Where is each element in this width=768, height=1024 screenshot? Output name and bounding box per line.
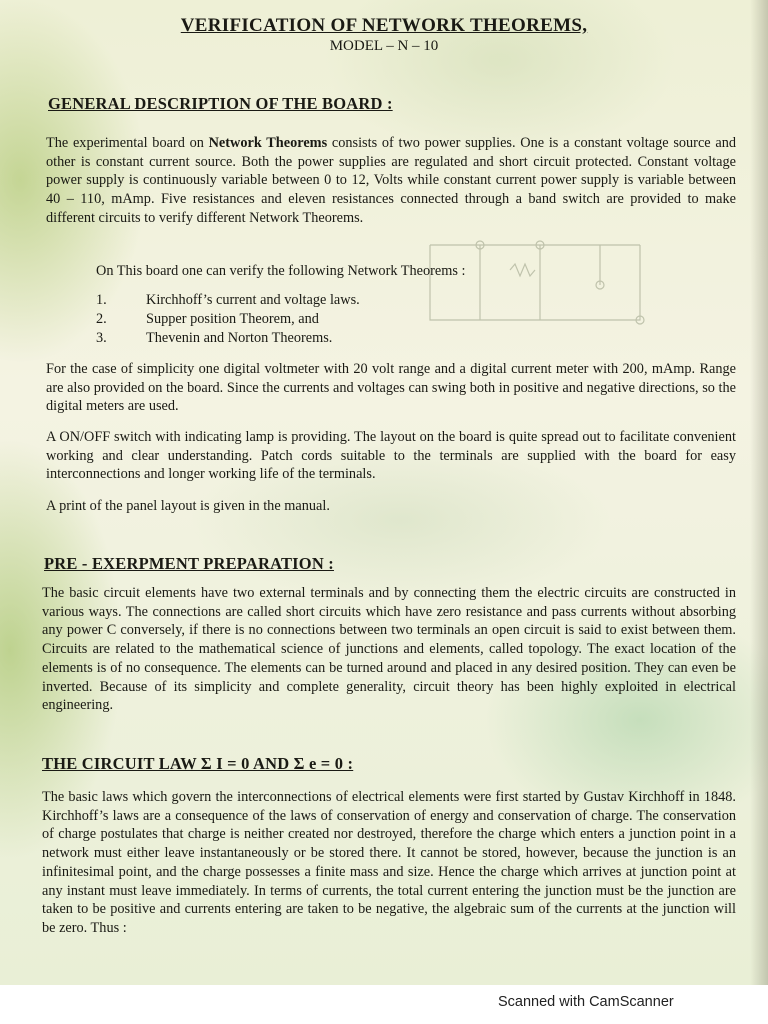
list-item	[96, 329, 360, 348]
list-item-text: Kirchhoff’s current and voltage laws.	[146, 292, 360, 308]
paragraph-board-description	[46, 134, 736, 228]
heading-circuit-law: THE CIRCUIT LAW Σ I = 0 AND Σ e = 0 :	[42, 754, 354, 773]
list-item-number: 2.	[96, 311, 107, 327]
document-title: VERIFICATION OF NETWORK THEOREMS,	[180, 15, 588, 36]
paragraph-board-description-start: The experimental board on	[46, 135, 209, 151]
list-item-text: Thevenin and Norton Theorems.	[146, 330, 333, 346]
paragraph-panel-print: A print of the panel layout is given in the manual.	[46, 498, 330, 514]
paragraph-digital-meters: For the case of simplicity one digital voltmeter with 20 volt range and a digital current meter with 200, mAmp. Range are also provided on the board. Since the currents and voltages can swing both in positive and negative directions, so the digital meters are used.	[46, 361, 736, 415]
paragraph-circuit-elements: The basic circuit elements have two external terminals and by connecting them the electric circuits are constructed in various ways. The connections are called short circuits which have zero resistance and pass currents without absorbing any power C conversely, if there is no connections between two terminals an open circuit is said to exist between them. Circuits are related to the mathematical science of junctions and elements, called topology. The exact location of the elements is of no consequence. The elements can be turned around and placed in any desired position. They can even be inverted. Because of its simplicity and complete generality, circuit theory has been highly exploited in electrical engineering.	[42, 585, 736, 714]
theorems-list	[96, 291, 360, 348]
heading-general-description: GENERAL DESCRIPTION OF THE BOARD :	[48, 94, 393, 113]
list-item-number: 1.	[96, 292, 107, 308]
list-item-text: Supper position Theorem, and	[146, 311, 319, 327]
network-theorems-bold: Network Theorems	[208, 135, 328, 151]
model-number: MODEL – N – 10	[329, 38, 439, 54]
paragraph-kirchhoff-laws: The basic laws which govern the interconnections of electrical elements were first started by Gustav Kirchhoff in 1848. Kirchhoff’s laws are a consequence of the laws of conservation of energy and conservation of charge. The conservation of charge postulates that charge is neither created nor destroyed, therefore the charge which enters a junction point in a network must either leave instantaneously or be stored there. It cannot be stored, however, because the junction is an infinitesimal point, and the charge possesses a finite mass and size. Hence the charge which arrives at junction point at any instant must leave immediately. In terms of currents, the total current entering the junction must be the junction are taken to be positive and currents entering are taken to be negative, the algebraic sum of the currents at the junction will be zero. Thus :	[42, 789, 736, 936]
list-item-number: 3.	[96, 330, 107, 346]
list-item	[96, 291, 360, 310]
paragraph-board-description-end: consists of two power supplies. One is a constant voltage source and other is constant current source. Both the power supplies are regulated and short circuit protected. Constant voltage power supply is continuously variable between 0 to 12, Volts while constant current power supply is variable between 40 – 110, mAmp. Five resistances and eleven resistances connected through a band switch are provided to make different circuits to verify different Network Theorems.	[46, 135, 737, 226]
heading-pre-experiment: PRE - EXERPMENT PREPARATION :	[44, 554, 334, 573]
scanner-watermark-text: Scanned with CamScanner	[498, 994, 674, 1010]
theorems-intro: On This board one can verify the following Network Theorems :	[96, 263, 466, 279]
paragraph-switch-layout: A ON/OFF switch with indicating lamp is providing. The layout on the board is quite spread out to facilitate convenient working and clear understanding. Patch cords suitable to the terminals are supplied with the board for easy interconnections and longer working life of the terminals.	[46, 429, 736, 483]
list-item	[96, 310, 360, 329]
circuit-diagram-watermark	[420, 225, 660, 335]
